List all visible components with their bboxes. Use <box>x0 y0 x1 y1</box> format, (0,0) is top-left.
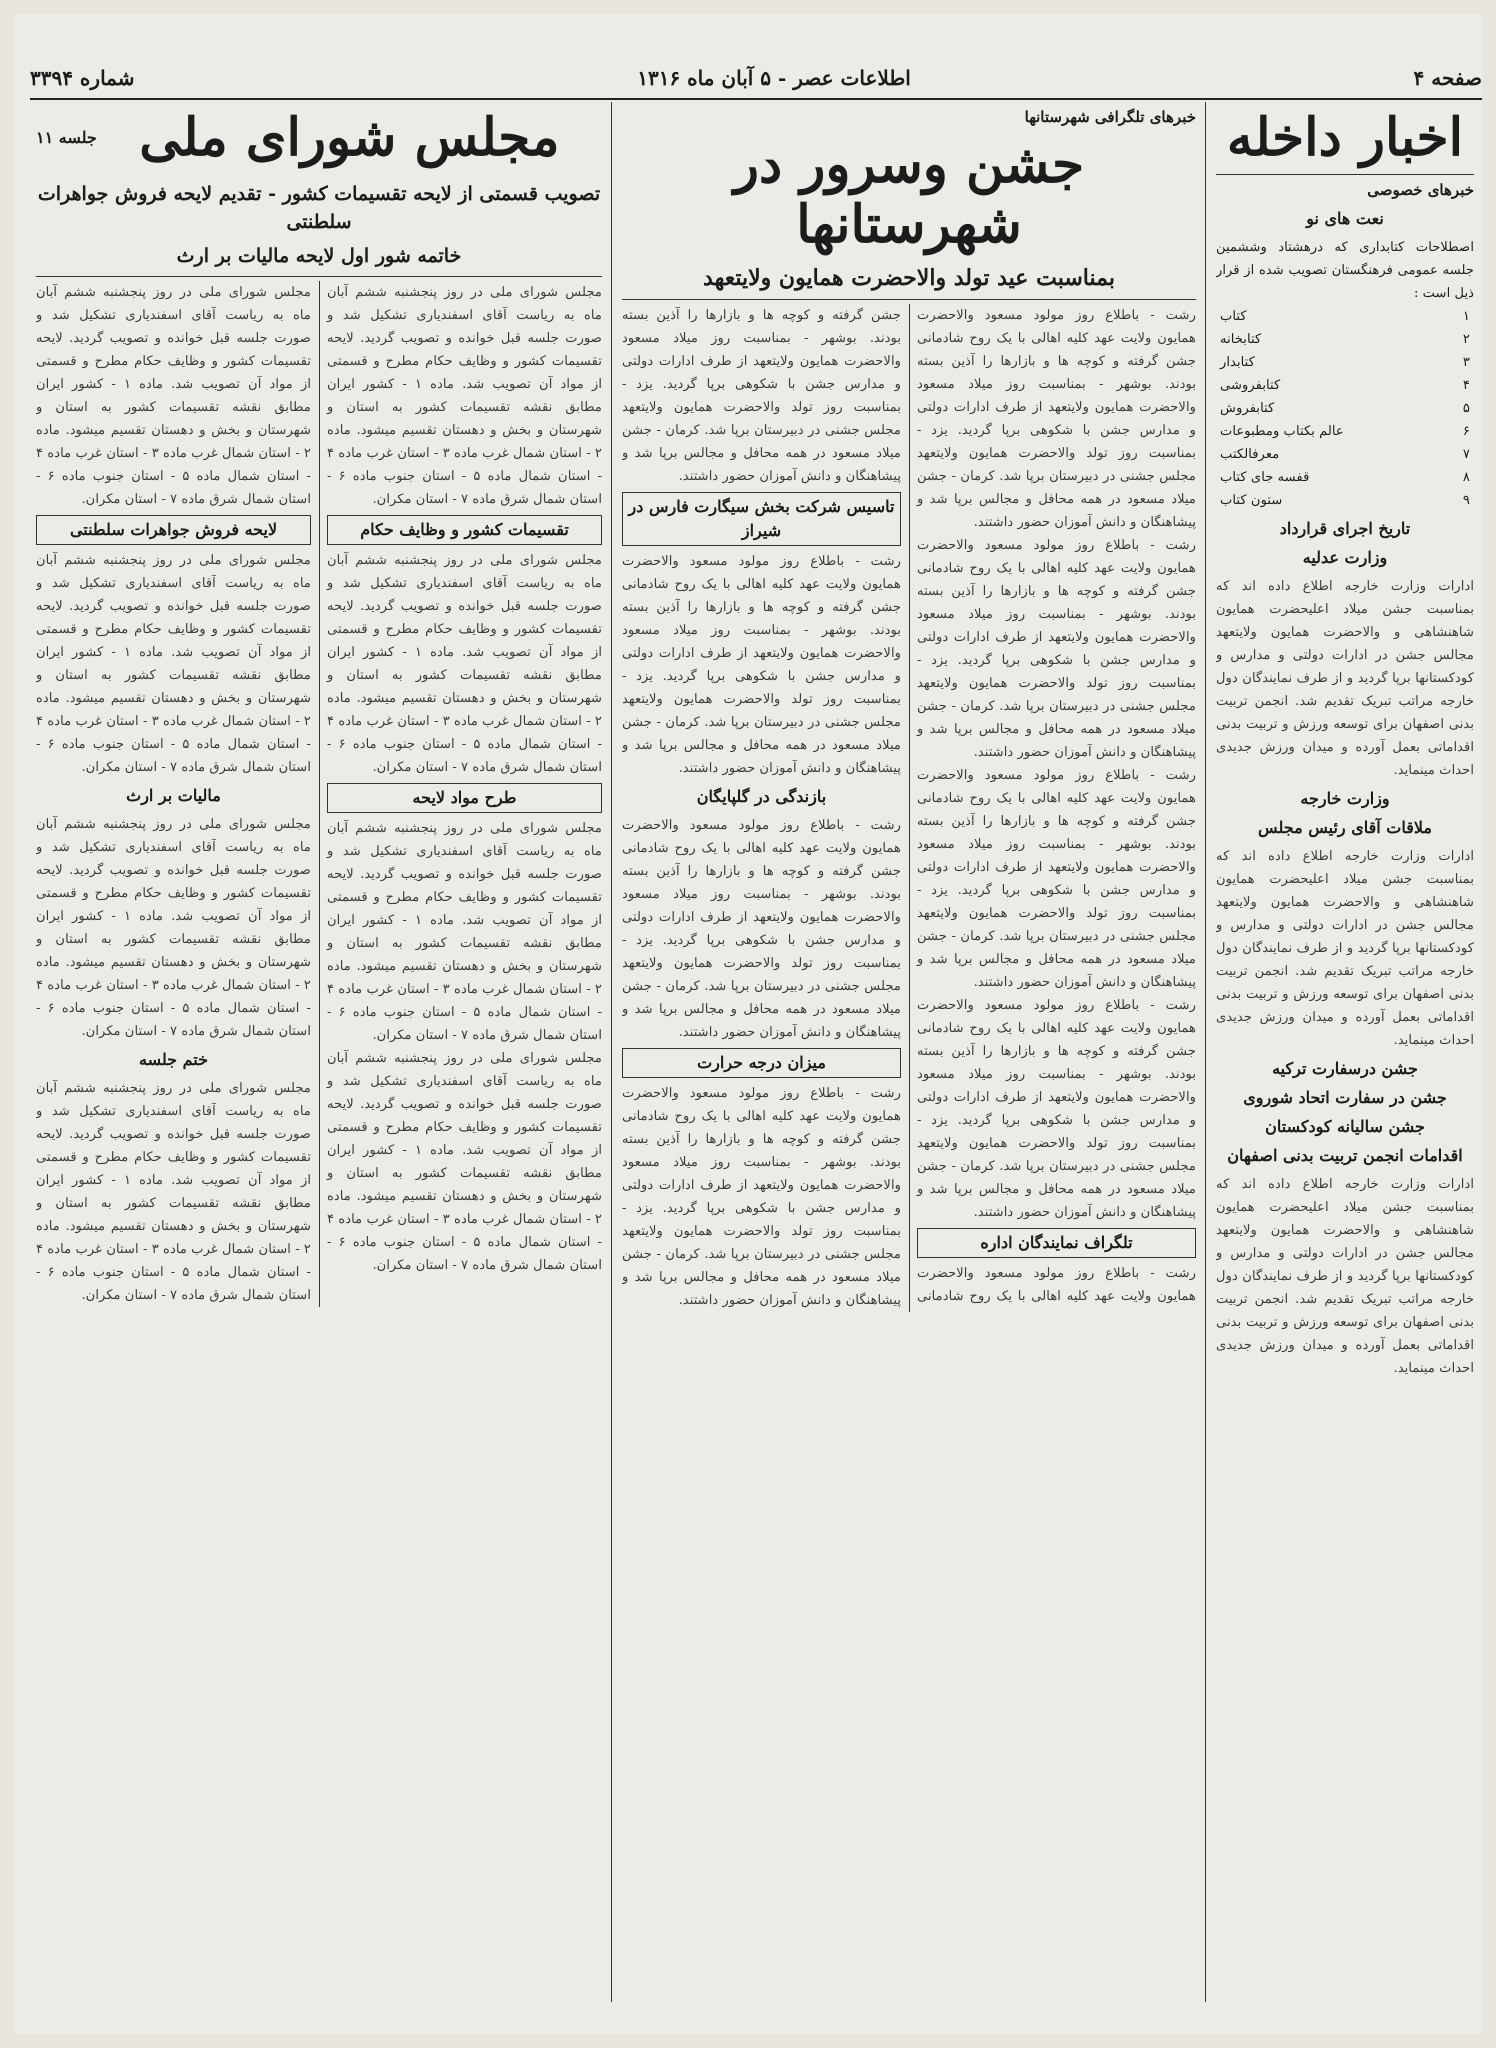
article-body: رشت - باطلاع روز مولود مسعود والاحضرت همایون ولایت عهد کلیه اهالی با یک روح شادمانی جشن گرفته و کوچه ها و بازارها را آذین بسته بودند. بوشهر - بمناسبت روز میلاد مسعود والاحضرت همایون ولایتعهد از طرف ادارات دولتی و مدارس جشن با شکوهی برپا گردید. یزد - بمناسبت روز تولد والاحضرت همایون ولایتعهد مجلس جشنی در دبیرستان برپا شد. کرمان - جشن میلاد مسعود در همه محافل و مجالس برپا شد و پیشاهنگان و دانش آموزان حضور داشتند. <box>917 998 1196 1220</box>
article-columns <box>36 281 602 1307</box>
article-body: رشت - باطلاع روز مولود مسعود والاحضرت همایون ولایت عهد کلیه اهالی با یک روح شادمانی جشن گرفته و کوچه ها و بازارها را آذین بسته بودند. بوشهر - بمناسبت روز میلاد مسعود والاحضرت همایون ولایتعهد از طرف ادارات دولتی و مدارس جشن با شکوهی برپا گردید. یزد - بمناسبت روز تولد والاحضرت همایون ولایتعهد مجلس جشنی در دبیرستان برپا شد. کرمان - جشن میلاد مسعود در همه محافل و مجالس برپا شد و پیشاهنگان و دانش آموزان حضور داشتند. <box>917 768 1196 990</box>
heading-cigarette: تاسیس شرکت بخش سیگارت فارس در شیراز <box>622 492 901 546</box>
headline: مجلس شورای ملی <box>139 107 560 168</box>
article-body: رشت - باطلاع روز مولود مسعود والاحضرت همایون ولایت عهد کلیه اهالی با یک روح شادمانی جشن گرفته و کوچه ها و بازارها را آذین بسته بودند. بوشهر - بمناسبت روز میلاد مسعود والاحضرت همایون ولایتعهد از طرف ادارات دولتی و مدارس جشن با شکوهی برپا گردید. یزد - بمناسبت روز تولد والاحضرت همایون ولایتعهد مجلس جشنی در دبیرستان برپا شد. کرمان - جشن میلاد مسعود در همه محافل و مجالس برپا شد و پیشاهنگان و دانش آموزان حضور داشتند. <box>622 308 1196 1304</box>
list-item: ۱ کتاب <box>1220 309 1470 324</box>
heading-contract: تاریخ اجرای قرارداد <box>1279 519 1411 538</box>
article-body: مجلس شورای ملی در روز پنجشنبه ششم آبان ماه به ریاست آقای اسفندیاری تشکیل شد و صورت جلسه قبل خوانده و تصویب گردید. لایحه تقسیمات کشور و وظایف حکام مطرح و قسمتی از مواد آن تصویب شد. ماده ۱ - کشور ایران مطابق نقشه تقسیمات کشور به استان و شهرستان و بخش و دهستان تقسیم میشود. ماده ۲ - استان شمال غرب ماده ۳ - استان غرب ماده ۴ - استان شمال ماده ۵ - استان جنوب ماده ۶ - استان شمال شرق ماده ۷ - استان مکران. <box>36 285 312 507</box>
article-body: مجلس شورای ملی در روز پنجشنبه ششم آبان ماه به ریاست آقای اسفندیاری تشکیل شد و صورت جلسه قبل خوانده و تصویب گردید. لایحه تقسیمات کشور و وظایف حکام مطرح و قسمتی از مواد آن تصویب شد. ماده ۱ - کشور ایران مطابق نقشه تقسیمات کشور به استان و شهرستان و بخش و دهستان تقسیم میشود. ماده ۲ - استان شمال غرب ماده ۳ - استان غرب ماده ۴ - استان شمال ماده ۵ - استان جنوب ماده ۶ - استان شمال شرق ماده ۷ - استان مکران. <box>36 1081 312 1303</box>
column-domestic-news <box>1216 102 1474 2002</box>
article-body: رشت - باطلاع روز مولود مسعود والاحضرت همایون ولایت عهد کلیه اهالی با یک روح شادمانی جشن گرفته و کوچه ها و بازارها را آذین بسته بودند. بوشهر - بمناسبت روز میلاد مسعود والاحضرت همایون ولایتعهد از طرف ادارات دولتی و مدارس جشن با شکوهی برپا گردید. یزد - بمناسبت روز تولد والاحضرت همایون ولایتعهد مجلس جشنی در دبیرستان برپا شد. کرمان - جشن میلاد مسعود در همه محافل و مجالس برپا شد و پیشاهنگان و دانش آموزان حضور داشتند. <box>917 538 1196 760</box>
paper-title: اطلاعات عصر - ۵ آبان ماه ۱۳۱۶ <box>637 66 911 90</box>
heading-articles: طرح مواد لایحه <box>327 783 602 813</box>
article-body: مجلس شورای ملی در روز پنجشنبه ششم آبان ماه به ریاست آقای اسفندیاری تشکیل شد و صورت جلسه قبل خوانده و تصویب گردید. لایحه تقسیمات کشور و وظایف حکام مطرح و قسمتی از مواد آن تصویب شد. ماده ۱ - کشور ایران مطابق نقشه تقسیمات کشور به استان و شهرستان و بخش و دهستان تقسیم میشود. ماده ۲ - استان شمال غرب ماده ۳ - استان غرب ماده ۴ - استان شمال ماده ۵ - استان جنوب ماده ۶ - استان شمال شرق ماده ۷ - استان مکران. <box>36 817 312 1039</box>
article-body: رشت - باطلاع روز مولود مسعود والاحضرت همایون ولایت عهد کلیه اهالی با یک روح شادمانی جشن گرفته و کوچه ها و بازارها را آذین بسته بودند. بوشهر - بمناسبت روز میلاد مسعود والاحضرت همایون ولایتعهد از طرف ادارات دولتی و مدارس جشن با شکوهی برپا گردید. یزد - بمناسبت روز تولد والاحضرت همایون ولایتعهد مجلس جشنی در دبیرستان برپا شد. کرمان - جشن میلاد مسعود در همه محافل و مجالس برپا شد و پیشاهنگان و دانش آموزان حضور داشتند. <box>622 818 901 1040</box>
heading-temperature: میزان درجه حرارت <box>622 1048 901 1078</box>
section-label: خبرهای خصوصی <box>1367 181 1474 199</box>
heading-foreign-ministry: وزارت خارجه <box>1300 789 1390 808</box>
terms-list <box>1216 305 1474 512</box>
article-body: ادارات وزارت خارجه اطلاع داده اند که بمناسبت جشن میلاد اعلیحضرت همایون شاهنشاهی و والاحضرت همایون ولایتعهد مجالس جشن در ادارات دولتی و مدارس و کودکستانها برپا گردید و از طرف نمایندگان دول خارجه مراتب تبریک تقدیم شد. انجمن تربیت بدنی اصفهان برای توسعه ورزش و تربیت بدنی اقداماتی بعمل آورده و میدان ورزش جدیدی احداث مینماید. <box>1216 849 1474 1048</box>
article-body: مجلس شورای ملی در روز پنجشنبه ششم آبان ماه به ریاست آقای اسفندیاری تشکیل شد و صورت جلسه قبل خوانده و تصویب گردید. لایحه تقسیمات کشور و وظایف حکام مطرح و قسمتی از مواد آن تصویب شد. ماده ۱ - کشور ایران مطابق نقشه تقسیمات کشور به استان و شهرستان و بخش و دهستان تقسیم میشود. ماده ۲ - استان شمال غرب ماده ۳ - استان غرب ماده ۴ - استان شمال ماده ۵ - استان جنوب ماده ۶ - استان شمال شرق ماده ۷ - استان مکران. <box>36 553 312 775</box>
list-item: ۴ کتابفروشی <box>1220 378 1470 393</box>
article-body: مجلس شورای ملی در روز پنجشنبه ششم آبان ماه به ریاست آقای اسفندیاری تشکیل شد و صورت جلسه قبل خوانده و تصویب گردید. لایحه تقسیمات کشور و وظایف حکام مطرح و قسمتی از مواد آن تصویب شد. ماده ۱ - کشور ایران مطابق نقشه تقسیمات کشور به استان و شهرستان و بخش و دهستان تقسیم میشود. ماده ۲ - استان شمال غرب ماده ۳ - استان غرب ماده ۴ - استان شمال ماده ۵ - استان جنوب ماده ۶ - استان شمال شرق ماده ۷ - استان مکران. <box>327 821 602 1043</box>
heading-new-terms: نعت های نو <box>1306 209 1384 228</box>
issue-number: شماره ۳۳۹۴ <box>30 66 135 90</box>
article-body: مجلس شورای ملی در روز پنجشنبه ششم آبان ماه به ریاست آقای اسفندیاری تشکیل شد و صورت جلسه قبل خوانده و تصویب گردید. لایحه تقسیمات کشور و وظایف حکام مطرح و قسمتی از مواد آن تصویب شد. ماده ۱ - کشور ایران مطابق نقشه تقسیمات کشور به استان و شهرستان و بخش و دهستان تقسیم میشود. ماده ۲ - استان شمال غرب ماده ۳ - استان غرب ماده ۴ - استان شمال ماده ۵ - استان جنوب ماده ۶ - استان شمال شرق ماده ۷ - استان مکران. <box>327 285 602 507</box>
list-item: ۷ معرفالکتب <box>1220 447 1470 462</box>
list-item: ۹ ستون کتاب <box>1220 493 1470 508</box>
article-body: ادارات وزارت خارجه اطلاع داده اند که بمناسبت جشن میلاد اعلیحضرت همایون شاهنشاهی و والاحضرت همایون ولایتعهد مجالس جشن در ادارات دولتی و مدارس و کودکستانها برپا گردید و از طرف نمایندگان دول خارجه مراتب تبریک تقدیم شد. انجمن تربیت بدنی اصفهان برای توسعه ورزش و تربیت بدنی اقداماتی بعمل آورده و میدان ورزش جدیدی احداث مینماید. <box>1216 579 1474 778</box>
heading-justice-ministry: وزارت عدلیه <box>1302 548 1388 567</box>
heading-turkey-embassy: جشن درسفارت ترکیه <box>1272 1059 1418 1078</box>
article-body: رشت - باطلاع روز مولود مسعود والاحضرت همایون ولایت عهد کلیه اهالی با یک روح شادمانی جشن گرفته و کوچه ها و بازارها را آذین بسته بودند. بوشهر - بمناسبت روز میلاد مسعود والاحضرت همایون ولایتعهد از طرف ادارات دولتی و مدارس جشن با شکوهی برپا گردید. یزد - بمناسبت روز تولد والاحضرت همایون ولایتعهد مجلس جشنی در دبیرستان برپا شد. کرمان - جشن میلاد مسعود در همه محافل و مجالس برپا شد و پیشاهنگان و دانش آموزان حضور داشتند. <box>622 554 901 776</box>
session-tag: جلسه ۱۱ <box>36 128 97 147</box>
column-title: اخبار داخله <box>1226 107 1464 168</box>
heading-divisions: تقسیمات کشور و وظایف حکام <box>327 515 602 545</box>
headline: جشن وسرور در شهرستانها <box>733 134 1085 255</box>
heading-telegraph: تلگراف نمایندگان اداره <box>917 1228 1196 1258</box>
section-label: خبرهای تلگرافی شهرستانها <box>1024 108 1196 126</box>
list-item: ۳ کتابدار <box>1220 355 1470 370</box>
column-celebrations <box>622 102 1196 2002</box>
heading-jewels: لایحه فروش جواهرات سلطنتی <box>36 515 311 545</box>
heading-soviet-embassy: جشن در سفارت اتحاد شوروی <box>1243 1088 1447 1107</box>
column-parliament <box>36 102 602 2002</box>
article-body: ادارات وزارت خارجه اطلاع داده اند که بمناسبت جشن میلاد اعلیحضرت همایون شاهنشاهی و والاحضرت همایون ولایتعهد مجالس جشن در ادارات دولتی و مدارس و کودکستانها برپا گردید و از طرف نمایندگان دول خارجه مراتب تبریک تقدیم شد. انجمن تربیت بدنی اصفهان برای توسعه ورزش و تربیت بدنی اقداماتی بعمل آورده و میدان ورزش جدیدی احداث مینماید. <box>1216 1177 1474 1376</box>
list-item: ۲ کتابخانه <box>1220 332 1470 347</box>
subheadline: بمناسبت عید تولد والاحضرت همایون ولایتعهد <box>703 265 1115 291</box>
heading-inheritance-tax: مالیات بر ارث <box>126 786 221 805</box>
article-body: رشت - باطلاع روز مولود مسعود والاحضرت همایون ولایت عهد کلیه اهالی با یک روح شادمانی جشن گرفته و کوچه ها و بازارها را آذین بسته بودند. بوشهر - بمناسبت روز میلاد مسعود والاحضرت همایون ولایتعهد از طرف ادارات دولتی و مدارس جشن با شکوهی برپا گردید. یزد - بمناسبت روز تولد والاحضرت همایون ولایتعهد مجلس جشنی در دبیرستان برپا شد. کرمان - جشن میلاد مسعود در همه محافل و مجالس برپا شد و پیشاهنگان و دانش آموزان حضور داشتند. <box>622 1086 901 1308</box>
heading-meeting: ملاقات آقای رئیس مجلس <box>1258 818 1432 837</box>
heading-golpayegan: بازندگی در گلپایگان <box>696 787 827 806</box>
article-body: مجلس شورای ملی در روز پنجشنبه ششم آبان ماه به ریاست آقای اسفندیاری تشکیل شد و صورت جلسه قبل خوانده و تصویب گردید. لایحه تقسیمات کشور و وظایف حکام مطرح و قسمتی از مواد آن تصویب شد. ماده ۱ - کشور ایران مطابق نقشه تقسیمات کشور به استان و شهرستان و بخش و دهستان تقسیم میشود. ماده ۲ - استان شمال غرب ماده ۳ - استان غرب ماده ۴ - استان شمال ماده ۵ - استان جنوب ماده ۶ - استان شمال شرق ماده ۷ - استان مکران. <box>327 553 602 775</box>
list-item: ۵ کتابفروش <box>1220 401 1470 416</box>
article-body: رشت - باطلاع روز مولود مسعود والاحضرت همایون ولایت عهد کلیه اهالی با یک روح شادمانی جشن گرفته و کوچه ها و بازارها را آذین بسته بودند. بوشهر - بمناسبت روز میلاد مسعود والاحضرت همایون ولایتعهد از طرف ادارات دولتی و مدارس جشن با شکوهی برپا گردید. یزد - بمناسبت روز تولد والاحضرت همایون ولایتعهد مجلس جشنی در دبیرستان برپا شد. کرمان - جشن میلاد مسعود در همه محافل و مجالس برپا شد و پیشاهنگان و دانش آموزان حضور داشتند. <box>917 308 1196 530</box>
masthead <box>30 58 1482 100</box>
article-body: مجلس شورای ملی در روز پنجشنبه ششم آبان ماه به ریاست آقای اسفندیاری تشکیل شد و صورت جلسه قبل خوانده و تصویب گردید. لایحه تقسیمات کشور و وظایف حکام مطرح و قسمتی از مواد آن تصویب شد. ماده ۱ - کشور ایران مطابق نقشه تقسیمات کشور به استان و شهرستان و بخش و دهستان تقسیم میشود. ماده ۲ - استان شمال غرب ماده ۳ - استان غرب ماده ۴ - استان شمال ماده ۵ - استان جنوب ماده ۶ - استان شمال شرق ماده ۷ - استان مکران. <box>327 1051 602 1273</box>
heading-kindergarten: جشن سالیانه کودکستان <box>1265 1117 1425 1136</box>
subsummary: خاتمه شور اول لایحه مالیات بر ارث <box>176 245 462 267</box>
heading-session-end: ختم جلسه <box>139 1050 208 1069</box>
page-label: صفحه ۴ <box>1413 66 1482 90</box>
list-item: ۶ عالم بکتاب ومطبوعات <box>1220 424 1470 439</box>
intro-text: اصطلاحات کتابداری که درهشتاد وششمین جلسه عمومی فرهنگستان تصویب شده از قرار ذیل است : <box>1216 240 1474 301</box>
article-columns <box>622 304 1196 1312</box>
list-item: ۸ قفسه جای کتاب <box>1220 470 1470 485</box>
heading-isfahan: اقدامات انجمن تربیت بدنی اصفهان <box>1227 1146 1463 1165</box>
summary: تصویب قسمتی از لایحه تقسیمات کشور - تقدیم لایحه فروش جواهرات سلطنتی <box>37 183 601 233</box>
